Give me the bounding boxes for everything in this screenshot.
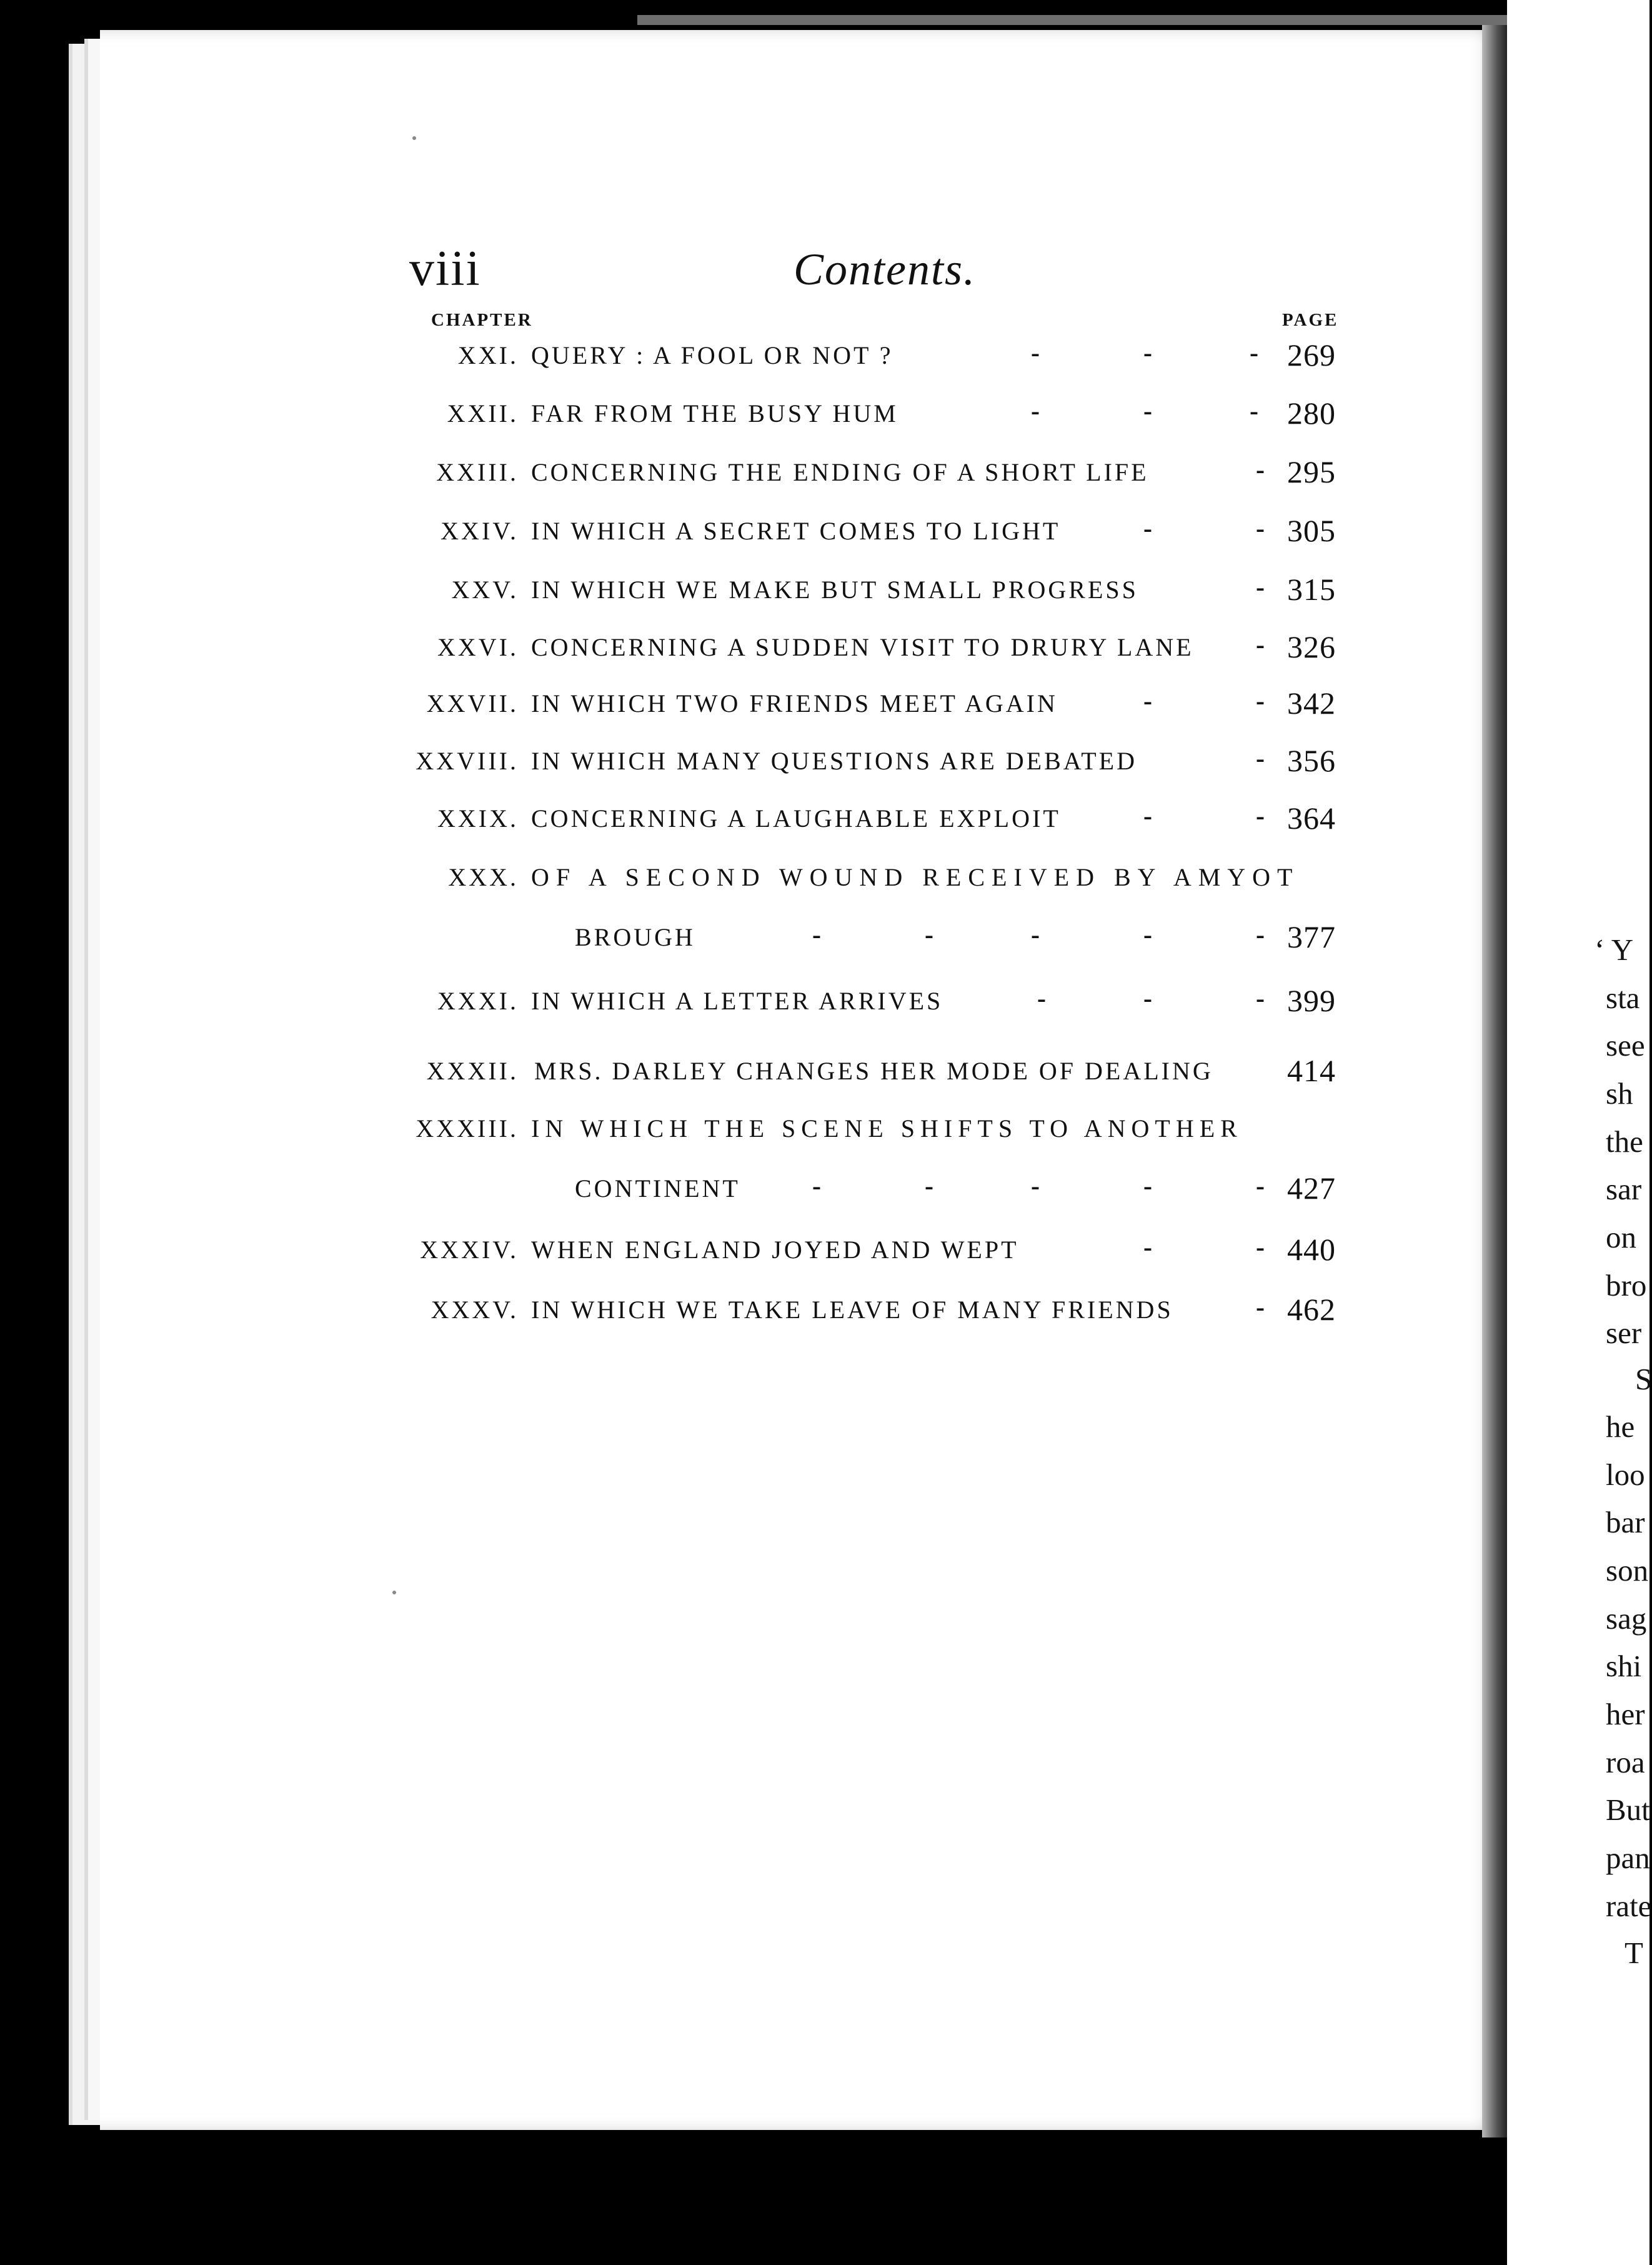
chapter-number: XXXIV. xyxy=(420,1236,519,1264)
page-number: 356 xyxy=(1287,743,1336,778)
facing-page-text-fragment: on xyxy=(1606,1220,1636,1254)
toc-entry xyxy=(0,1232,1375,1272)
toc-entry xyxy=(0,743,1375,784)
leader-dot: - xyxy=(1256,687,1265,716)
chapter-title: IN WHICH A LETTER ARRIVES xyxy=(531,987,943,1015)
leader-dot: - xyxy=(1256,514,1265,543)
leader-dot: - xyxy=(1256,984,1265,1013)
leader-dot: - xyxy=(1031,1172,1040,1201)
facing-page-text-fragment: T xyxy=(1625,1936,1643,1970)
toc-entry xyxy=(0,1053,1375,1094)
chapter-title: WHEN ENGLAND JOYED AND WEPT xyxy=(531,1236,1019,1264)
chapter-title: IN WHICH TWO FRIENDS MEET AGAIN xyxy=(531,689,1058,718)
facing-page-text-fragment: bar xyxy=(1606,1505,1645,1539)
leader-dot: - xyxy=(1256,921,1265,949)
leader-dot: - xyxy=(1031,397,1040,426)
chapter-number: XXXIII. xyxy=(415,1114,519,1142)
chapter-title: IN WHICH WE TAKE LEAVE OF MANY FRIENDS xyxy=(531,1296,1173,1324)
leader-dot: - xyxy=(1031,921,1040,949)
leader-dot: - xyxy=(812,1172,821,1201)
facing-page-text-fragment: her xyxy=(1606,1697,1645,1731)
leader-dot: - xyxy=(1256,744,1265,773)
page-number: 440 xyxy=(1287,1232,1336,1267)
page-column-label: PAGE xyxy=(1282,310,1339,330)
leader-dot: - xyxy=(1031,339,1040,368)
facing-page-text-fragment: see xyxy=(1606,1028,1645,1062)
chapter-title: FAR FROM THE BUSY HUM xyxy=(531,399,898,428)
leader-dot: - xyxy=(1256,456,1265,484)
facing-page-text-fragment: loo xyxy=(1606,1458,1645,1492)
page-number: 326 xyxy=(1287,629,1336,664)
running-head: Contents. xyxy=(794,244,977,294)
toc-entry xyxy=(0,338,1375,378)
page-folio: viii xyxy=(409,241,481,296)
facing-page-text-fragment: son xyxy=(1606,1553,1649,1588)
facing-page-text-fragment: pan xyxy=(1606,1841,1650,1875)
toc-entry xyxy=(0,396,1375,436)
leader-dot: - xyxy=(1143,514,1152,543)
toc-entry xyxy=(0,862,1375,900)
page-number: 462 xyxy=(1287,1292,1336,1327)
chapter-number: XXIV. xyxy=(440,517,519,545)
leader-dot: - xyxy=(1143,984,1152,1013)
leader-dot: - xyxy=(1143,802,1152,831)
toc-entry xyxy=(0,801,1375,841)
facing-page-text-fragment: rate xyxy=(1606,1889,1652,1923)
facing-page-text-fragment: sh xyxy=(1606,1076,1633,1111)
toc-entry xyxy=(0,572,1375,612)
leader-dot: - xyxy=(1143,921,1152,949)
chapter-number: XXIII. xyxy=(436,458,519,486)
page-number: 305 xyxy=(1287,513,1336,548)
facing-page-text-fragment: ‘ Y xyxy=(1595,932,1634,967)
leader-dot: - xyxy=(1143,339,1152,368)
toc-entry xyxy=(0,1114,1375,1151)
chapter-number: XXI. xyxy=(457,341,519,369)
chapter-number: XXIX. xyxy=(437,804,519,832)
facing-page-text-fragment: he xyxy=(1606,1409,1635,1444)
scan-smudge xyxy=(412,136,416,140)
chapter-column-label: CHAPTER xyxy=(431,310,533,330)
facing-page-text-fragment: ser xyxy=(1606,1316,1642,1350)
toc-entry xyxy=(0,629,1375,670)
toc-entry-continuation xyxy=(0,1171,1375,1211)
facing-page-text-fragment: S xyxy=(1635,1362,1652,1396)
page-number: 364 xyxy=(1287,801,1336,836)
chapter-title: IN WHICH THE SCENE SHIFTS TO ANOTHER xyxy=(531,1114,1243,1142)
page-number: 427 xyxy=(1287,1171,1336,1206)
leader-dot: - xyxy=(1143,1172,1152,1201)
chapter-title: IN WHICH A SECRET COMES TO LIGHT xyxy=(531,517,1061,545)
scan-smudge xyxy=(392,1591,396,1594)
facing-page-text-fragment: bro xyxy=(1606,1268,1647,1302)
toc-entry xyxy=(0,1292,1375,1332)
toc-entry xyxy=(0,686,1375,726)
page-number: 295 xyxy=(1287,454,1336,489)
page-number: 342 xyxy=(1287,686,1336,721)
chapter-title-continuation: BROUGH xyxy=(575,923,695,951)
leader-dot: - xyxy=(1250,397,1258,426)
chapter-title: MRS. DARLEY CHANGES HER MODE OF DEALING xyxy=(534,1057,1213,1085)
leader-dot: - xyxy=(1256,802,1265,831)
chapter-title: OF A SECOND WOUND RECEIVED BY AMYOT xyxy=(531,863,1300,891)
facing-page-text-fragment: the xyxy=(1606,1124,1643,1159)
facing-page-text-fragment: sag xyxy=(1606,1601,1647,1636)
chapter-title: CONCERNING THE ENDING OF A SHORT LIFE xyxy=(531,458,1149,486)
leader-dot: - xyxy=(1256,1172,1265,1201)
leader-dot: - xyxy=(1256,1233,1265,1262)
leader-dot: - xyxy=(812,921,821,949)
chapter-number: XXX. xyxy=(448,863,519,891)
leader-dot: - xyxy=(925,1172,933,1201)
chapter-number: XXII. xyxy=(447,399,519,428)
facing-page-text-fragment: But xyxy=(1606,1792,1650,1827)
leader-dot: - xyxy=(1037,984,1046,1013)
chapter-number: XXXI. xyxy=(437,987,519,1015)
page-number: 414 xyxy=(1287,1053,1336,1088)
toc-entry xyxy=(0,454,1375,495)
toc-entry-continuation xyxy=(0,919,1375,960)
chapter-number: XXVII. xyxy=(426,689,519,718)
leader-dot: - xyxy=(925,921,933,949)
scan-top-edge xyxy=(0,0,1650,28)
facing-page xyxy=(1507,0,1650,2265)
chapter-title: CONCERNING A SUDDEN VISIT TO DRURY LANE xyxy=(531,633,1194,661)
chapter-title-continuation: CONTINENT xyxy=(575,1174,740,1202)
page-number: 315 xyxy=(1287,572,1336,607)
page-number: 377 xyxy=(1287,919,1336,954)
chapter-title: QUERY : A FOOL OR NOT ? xyxy=(531,341,893,369)
leader-dot: - xyxy=(1143,687,1152,716)
facing-page-text-fragment: sar xyxy=(1606,1172,1642,1206)
leader-dot: - xyxy=(1143,1233,1152,1262)
chapter-title: IN WHICH WE MAKE BUT SMALL PROGRESS xyxy=(531,576,1138,604)
chapter-number: XXVIII. xyxy=(415,747,519,775)
chapter-title: CONCERNING A LAUGHABLE EXPLOIT xyxy=(531,804,1061,832)
leader-dot: - xyxy=(1250,339,1258,368)
chapter-number: XXVI. xyxy=(437,633,519,661)
leader-dot: - xyxy=(1256,573,1265,602)
facing-page-text-fragment: shi xyxy=(1606,1649,1642,1683)
book-gutter xyxy=(1482,25,1507,2138)
chapter-title: IN WHICH MANY QUESTIONS ARE DEBATED xyxy=(531,747,1137,775)
toc-entry xyxy=(0,513,1375,554)
page-number: 269 xyxy=(1287,338,1336,372)
facing-page-text-fragment: roa xyxy=(1606,1745,1645,1779)
leader-dot: - xyxy=(1256,1293,1265,1322)
facing-page-text-fragment: sta xyxy=(1606,981,1640,1015)
page-number: 280 xyxy=(1287,396,1336,431)
chapter-number: XXXII. xyxy=(426,1057,519,1085)
chapter-number: XXV. xyxy=(451,576,519,604)
leader-dot: - xyxy=(1143,397,1152,426)
page-number: 399 xyxy=(1287,983,1336,1018)
toc-entry xyxy=(0,983,1375,1024)
leader-dot: - xyxy=(1256,631,1265,659)
chapter-number: XXXV. xyxy=(430,1296,519,1324)
